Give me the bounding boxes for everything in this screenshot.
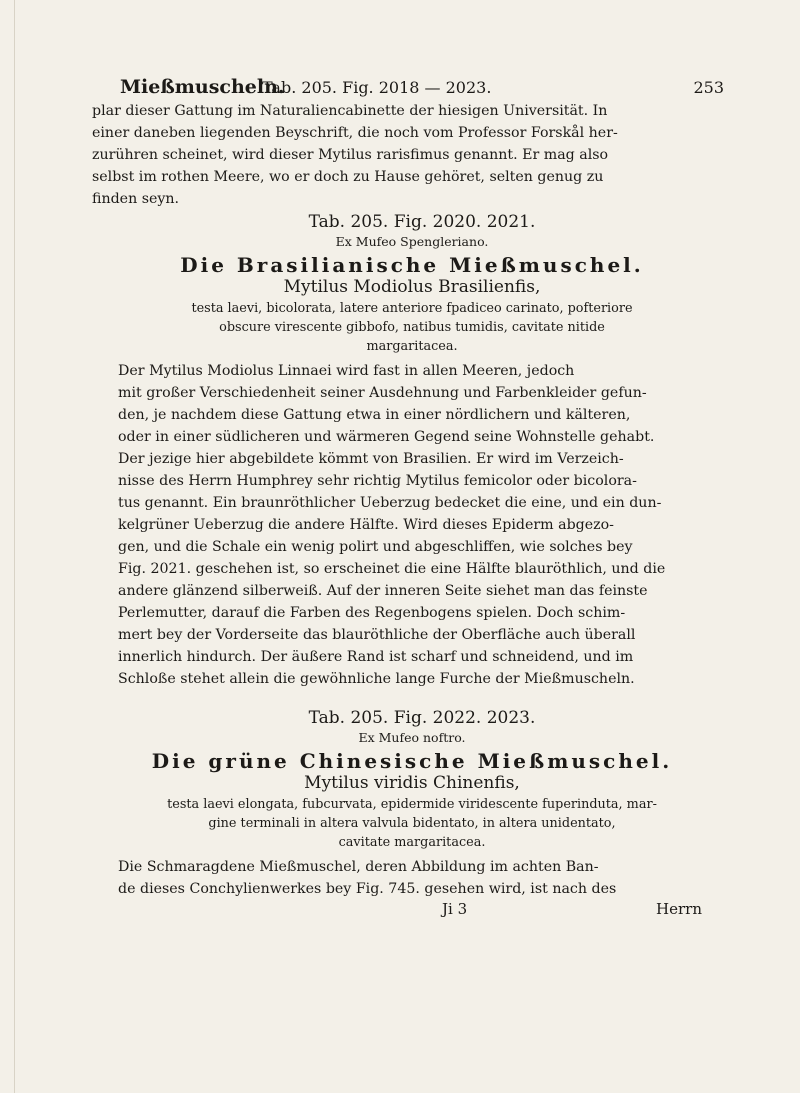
text-line: Die Schmaragdene Mießmuschel, deren Abbildung im achten Ban- <box>118 859 599 875</box>
book-page <box>92 66 732 924</box>
text-line: andere glänzend silberweiß. Auf der inneren Seite siehet man das feinste <box>118 583 648 599</box>
latin-line: obscure virescente gibbofo, natibus tumidis, cavitate nitide <box>219 320 605 335</box>
section-heading-2: Die grüne Chinesische Mießmuschel. <box>151 749 673 773</box>
latin-line: margaritacea. <box>366 339 458 354</box>
text-line: gen, und die Schale ein wenig polirt und abgeschliffen, wie solches bey <box>118 539 633 555</box>
text-line: finden seyn. <box>92 191 180 207</box>
latin-line: testa laevi elongata, fubcurvata, epidermide viridescente fuperinduta, mar- <box>167 797 657 812</box>
text-line: den, je nachdem diese Gattung etwa in einer nördlichern und kälteren, <box>118 407 631 423</box>
body-paragraph-1 <box>92 360 732 690</box>
text-line: kelgrüner Ueberzug die andere Hälfte. Wird dieses Epiderm abgezo- <box>118 517 614 533</box>
page-number: 253 <box>693 78 724 97</box>
intro-paragraph <box>92 100 732 210</box>
latin-diagnosis-1 <box>92 299 732 356</box>
running-head-reference: Tab. 205. Fig. 2018 — 2023. <box>262 78 492 97</box>
species-name-1: Mytilus Modiolus Brasilienfis, <box>283 277 541 297</box>
text-line: tus genannt. Ein braunröthlicher Ueberzug bedecket die eine, und ein dun- <box>118 495 662 511</box>
text-line: selbst im rothen Meere, wo er doch zu Hause gehöret, selten genug zu <box>92 169 604 185</box>
latin-diagnosis-2 <box>92 795 732 852</box>
collection-source-2: Ex Mufeo noftro. <box>358 730 466 745</box>
text-line: Schloße stehet allein die gewöhnliche lange Furche der Mießmuscheln. <box>118 671 635 687</box>
latin-line: testa laevi, bicolorata, latere anteriore fpadiceo carinato, pofteriore <box>191 301 633 316</box>
text-line: zurühren scheinet, wird dieser Mytilus rarisfimus genannt. Er mag also <box>92 147 609 163</box>
figure-caption-1: Tab. 205. Fig. 2020. 2021. <box>308 212 536 232</box>
signature-line <box>92 900 732 924</box>
body-paragraph-2 <box>92 856 732 900</box>
text-line: Der Mytilus Modiolus Linnaei wird fast in allen Meeren, jedoch <box>118 363 575 379</box>
text-line: oder in einer südlicheren und wärmeren Gegend seine Wohnstelle gehabt. <box>118 429 655 445</box>
text-line: Fig. 2021. geschehen ist, so erscheinet die eine Hälfte blauröthlich, und die <box>118 561 666 577</box>
collection-source-1: Ex Mufeo Spengleriano. <box>335 234 489 249</box>
latin-line: cavitate margaritacea. <box>338 835 486 850</box>
text-line: Perlemutter, darauf die Farben des Regenbogens spielen. Doch schim- <box>118 605 626 621</box>
running-head-title: Mießmuscheln. <box>120 76 285 98</box>
species-name-2: Mytilus viridis Chinenfis, <box>304 773 520 793</box>
catchword: Herrn <box>656 900 702 918</box>
text-line: innerlich hindurch. Der äußere Rand ist scharf und schneidend, und im <box>118 649 634 665</box>
signature-mark: Ji 3 <box>442 900 468 918</box>
text-line: nisse des Herrn Humphrey sehr richtig Mytilus femicolor oder bicolora- <box>118 473 637 489</box>
page-gutter-shadow <box>14 0 15 1093</box>
text-line: mit großer Verschiedenheit seiner Ausdehnung und Farbenkleider gefun- <box>118 385 647 401</box>
text-line: einer daneben liegenden Beyschrift, die noch vom Professor Forskål her- <box>92 125 618 141</box>
text-line: plar dieser Gattung im Naturaliencabinette der hiesigen Universität. In <box>92 103 608 119</box>
text-line: Der jezige hier abgebildete kömmt von Brasilien. Er wird im Verzeich- <box>118 451 624 467</box>
latin-line: gine terminali in altera valvula bidentato, in altera unidentato, <box>208 816 616 831</box>
section-heading-1: Die Brasilianische Mießmuschel. <box>180 253 644 277</box>
running-head <box>92 66 732 100</box>
text-line: de dieses Conchylienwerkes bey Fig. 745. gesehen wird, ist nach des <box>118 881 617 897</box>
text-line: mert bey der Vorderseite das blauröthliche der Oberfläche auch überall <box>118 627 636 643</box>
figure-caption-2: Tab. 205. Fig. 2022. 2023. <box>308 708 536 728</box>
